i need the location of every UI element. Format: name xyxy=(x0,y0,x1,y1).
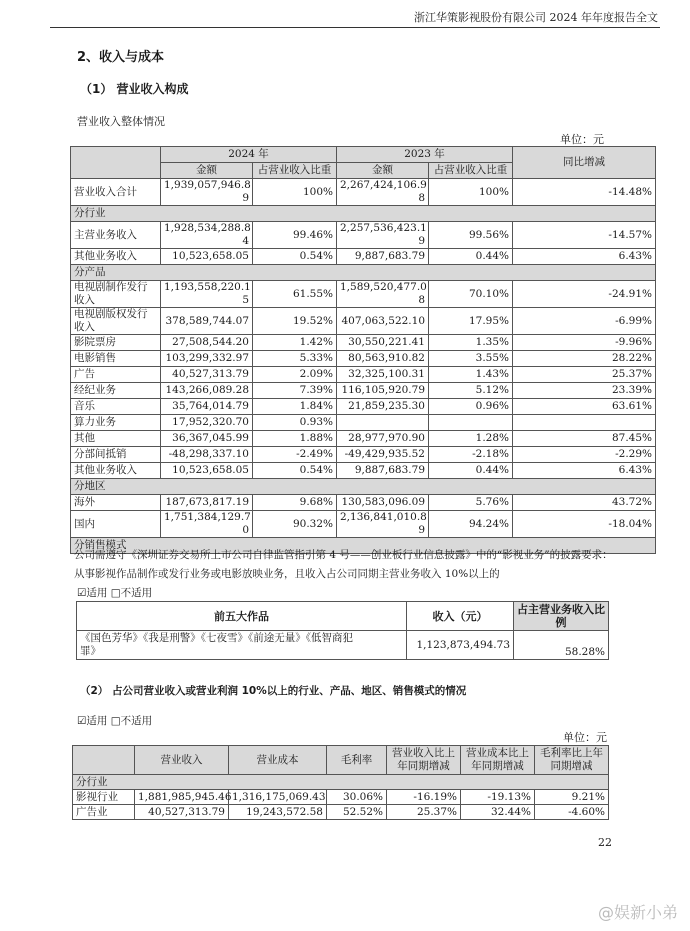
header-ratio: 占主营业务收入比 例 xyxy=(514,602,609,631)
yoy-change: 87.45% xyxy=(513,431,656,447)
table-row xyxy=(71,511,656,538)
column-header: 毛利率 xyxy=(327,746,387,775)
ratio-2023: 100% xyxy=(429,179,513,206)
row-label: 国内 xyxy=(71,511,161,538)
ratio-2024: 7.39% xyxy=(253,383,337,399)
amount-2023: 116,105,920.79 xyxy=(337,383,429,399)
amount-2024: 378,589,744.07 xyxy=(161,308,253,335)
disclosure-line-1: 公司需遵守《深圳证券交易所上市公司自律监管指引第 4 号——创业板行业信息披露》中的“影视业务”的披露要求： xyxy=(74,549,613,561)
ratio-2023: 99.56% xyxy=(429,222,513,249)
header-amount-2023: 金额 xyxy=(337,163,429,179)
cell-value: 1,316,175,069.43 xyxy=(229,790,327,805)
group-label: 分地区 xyxy=(71,479,656,495)
ratio-2023: 70.10% xyxy=(429,281,513,308)
row-label: 广告 xyxy=(71,367,161,383)
amount-2024: 1,751,384,129.7 0 xyxy=(161,511,253,538)
ratio-2023: 0.44% xyxy=(429,249,513,265)
table-row xyxy=(73,790,609,805)
column-header: 营业成本 xyxy=(229,746,327,775)
ratio-2023: -2.18% xyxy=(429,447,513,463)
industry-table-body xyxy=(73,775,609,820)
header-ratio-2024: 占营业收入比重 xyxy=(253,163,337,179)
group-label: 分行业 xyxy=(71,206,656,222)
table-row xyxy=(71,463,656,479)
group-row xyxy=(71,206,656,222)
row-label: 其他业务收入 xyxy=(71,249,161,265)
header-ratio-2023: 占营业收入比重 xyxy=(429,163,513,179)
amount-2023: 1,589,520,477.0 8 xyxy=(337,281,429,308)
cell-value: 32.44% xyxy=(461,805,535,820)
header-top-five-works: 前五大作品 xyxy=(77,602,407,631)
table-row xyxy=(71,447,656,463)
amount-2024: 17,952,320.70 xyxy=(161,415,253,431)
column-header: 毛利率比上年 同期增减 xyxy=(535,746,609,775)
yoy-change: -18.04% xyxy=(513,511,656,538)
ratio-2024: 0.93% xyxy=(253,415,337,431)
cell-value: 9.21% xyxy=(535,790,609,805)
group-label: 分行业 xyxy=(73,775,609,790)
table-caption: 营业收入整体情况 xyxy=(77,115,165,128)
header-year-2024: 2024 年 xyxy=(161,147,337,163)
row-label: 经纪业务 xyxy=(71,383,161,399)
table-row xyxy=(71,335,656,351)
disclosure-line-2: 从事影视作品制作或发行业务或电影放映业务，且收入占公司同期主营业务收入 10%以上的 xyxy=(74,568,500,580)
row-label: 影视行业 xyxy=(73,790,135,805)
ratio-2023: 0.96% xyxy=(429,399,513,415)
group-label: 分产品 xyxy=(71,265,656,281)
top-five-works-table xyxy=(76,601,609,660)
amount-2023: 2,136,841,010.8 9 xyxy=(337,511,429,538)
table-row xyxy=(71,399,656,415)
row-label: 主营业务收入 xyxy=(71,222,161,249)
header-year-2023: 2023 年 xyxy=(337,147,513,163)
ratio-2024: 1.84% xyxy=(253,399,337,415)
unit-label-2: 单位：元 xyxy=(563,731,607,744)
watermark: @娱新小弟 xyxy=(597,903,678,922)
row-label: 电影销售 xyxy=(71,351,161,367)
amount-2024: 10,523,658.05 xyxy=(161,463,253,479)
ratio-2024: 99.46% xyxy=(253,222,337,249)
ratio-2024: 0.54% xyxy=(253,463,337,479)
section-title: 2、收入与成本 xyxy=(77,50,165,65)
cell-value: 19,243,572.58 xyxy=(229,805,327,820)
group-row xyxy=(71,479,656,495)
yoy-change: 28.22% xyxy=(513,351,656,367)
row-label: 海外 xyxy=(71,495,161,511)
row-label: 音乐 xyxy=(71,399,161,415)
unit-label: 单位：元 xyxy=(560,133,604,146)
table-row xyxy=(71,179,656,206)
group-row xyxy=(73,775,609,790)
header-yoy: 同比增减 xyxy=(513,147,656,179)
yoy-change: -9.96% xyxy=(513,335,656,351)
ratio-2023: 17.95% xyxy=(429,308,513,335)
yoy-change: 6.43% xyxy=(513,463,656,479)
amount-2023: 407,063,522.10 xyxy=(337,308,429,335)
amount-2024: 1,928,534,288.8 4 xyxy=(161,222,253,249)
ratio-2023: 1.35% xyxy=(429,335,513,351)
amount-2023: 9,887,683.79 xyxy=(337,463,429,479)
table-row xyxy=(71,351,656,367)
table-row xyxy=(71,383,656,399)
ratio-2024: 5.33% xyxy=(253,351,337,367)
ratio-2024: 19.52% xyxy=(253,308,337,335)
amount-2023 xyxy=(337,415,429,431)
cell-value: 30.06% xyxy=(327,790,387,805)
works-list: 《国色芳华》《我是刑警》《七夜雪》《前途无量》《低智商犯 罪》 xyxy=(77,631,407,660)
header-amount-2024: 金额 xyxy=(161,163,253,179)
table-row xyxy=(71,222,656,249)
amount-2023: 28,977,970.90 xyxy=(337,431,429,447)
table-row xyxy=(71,431,656,447)
ratio-2023 xyxy=(429,415,513,431)
cell-value: -19.13% xyxy=(461,790,535,805)
ratio-2024: 9.68% xyxy=(253,495,337,511)
ratio-2024: 0.54% xyxy=(253,249,337,265)
amount-2024: 143,266,089.28 xyxy=(161,383,253,399)
row-label: 其他业务收入 xyxy=(71,463,161,479)
row-label: 营业收入合计 xyxy=(71,179,161,206)
amount-2024: -48,298,337.10 xyxy=(161,447,253,463)
table-row xyxy=(71,281,656,308)
ratio-2024: 61.55% xyxy=(253,281,337,308)
yoy-change xyxy=(513,415,656,431)
table-row xyxy=(71,495,656,511)
report-header: 浙江华策影视股份有限公司 2024 年年度报告全文 xyxy=(414,11,658,24)
row-label: 分部间抵销 xyxy=(71,447,161,463)
cell-value: 1,881,985,945.46 xyxy=(135,790,229,805)
table-row xyxy=(71,308,656,335)
column-header: 营业成本比上 年同期增减 xyxy=(461,746,535,775)
column-header: 营业收入 xyxy=(135,746,229,775)
subsection-title: （1） 营业收入构成 xyxy=(80,82,189,96)
amount-2023: 80,563,910.82 xyxy=(337,351,429,367)
industry-table-header xyxy=(73,746,609,775)
header-revenue: 收入（元） xyxy=(407,602,514,631)
revenue-composition-table xyxy=(70,146,656,554)
ratio-2024: 1.42% xyxy=(253,335,337,351)
yoy-change: 63.61% xyxy=(513,399,656,415)
row-label: 广告业 xyxy=(73,805,135,820)
group-label: 分销售模式 xyxy=(71,538,656,554)
row-label: 电视剧制作发行 收入 xyxy=(71,281,161,308)
amount-2024: 10,523,658.05 xyxy=(161,249,253,265)
works-revenue: 1,123,873,494.73 xyxy=(407,631,514,660)
page-number: 22 xyxy=(598,836,612,849)
amount-2023: 2,257,536,423.1 9 xyxy=(337,222,429,249)
yoy-change: -14.48% xyxy=(513,179,656,206)
table-row xyxy=(71,367,656,383)
amount-2024: 27,508,544.20 xyxy=(161,335,253,351)
amount-2024: 40,527,313.79 xyxy=(161,367,253,383)
amount-2024: 1,939,057,946.8 9 xyxy=(161,179,253,206)
row-label: 影院票房 xyxy=(71,335,161,351)
amount-2023: 130,583,096.09 xyxy=(337,495,429,511)
ratio-2024: 100% xyxy=(253,179,337,206)
ratio-2023: 1.28% xyxy=(429,431,513,447)
cell-value: -16.19% xyxy=(387,790,461,805)
ratio-2023: 3.55% xyxy=(429,351,513,367)
cell-value: -4.60% xyxy=(535,805,609,820)
amount-2023: 2,267,424,106.9 8 xyxy=(337,179,429,206)
amount-2023: 30,550,221.41 xyxy=(337,335,429,351)
ratio-2023: 5.76% xyxy=(429,495,513,511)
amount-2024: 36,367,045.99 xyxy=(161,431,253,447)
applicable-checkbox-2: ☑适用 □不适用 xyxy=(77,715,153,727)
ratio-2023: 1.43% xyxy=(429,367,513,383)
column-header xyxy=(73,746,135,775)
table-row xyxy=(73,805,609,820)
amount-2024: 187,673,817.19 xyxy=(161,495,253,511)
header-empty xyxy=(71,147,161,179)
section2-title: （2） 占公司营业收入或营业利润 10%以上的行业、产品、地区、销售模式的情况 xyxy=(80,685,467,697)
amount-2023: 9,887,683.79 xyxy=(337,249,429,265)
row-label: 算力业务 xyxy=(71,415,161,431)
amount-2023: 21,859,235.30 xyxy=(337,399,429,415)
group-row xyxy=(71,265,656,281)
ratio-2024: -2.49% xyxy=(253,447,337,463)
works-ratio: 58.28% xyxy=(514,631,609,660)
cell-value: 25.37% xyxy=(387,805,461,820)
amount-2023: 32,325,100.31 xyxy=(337,367,429,383)
yoy-change: 43.72% xyxy=(513,495,656,511)
table-row xyxy=(71,249,656,265)
industry-breakdown-table xyxy=(72,745,609,820)
yoy-change: 23.39% xyxy=(513,383,656,399)
yoy-change: -14.57% xyxy=(513,222,656,249)
ratio-2023: 94.24% xyxy=(429,511,513,538)
ratio-2024: 2.09% xyxy=(253,367,337,383)
ratio-2024: 1.88% xyxy=(253,431,337,447)
yoy-change: -24.91% xyxy=(513,281,656,308)
ratio-2023: 5.12% xyxy=(429,383,513,399)
yoy-change: 6.43% xyxy=(513,249,656,265)
amount-2024: 103,299,332.97 xyxy=(161,351,253,367)
applicable-checkbox-1: ☑适用 □不适用 xyxy=(77,587,153,599)
row-label: 其他 xyxy=(71,431,161,447)
yoy-change: -6.99% xyxy=(513,308,656,335)
column-header: 营业收入比上 年同期增减 xyxy=(387,746,461,775)
row-label: 电视剧版权发行 收入 xyxy=(71,308,161,335)
yoy-change: 25.37% xyxy=(513,367,656,383)
table-row xyxy=(71,415,656,431)
header-rule xyxy=(50,27,660,28)
amount-2024: 35,764,014.79 xyxy=(161,399,253,415)
cell-value: 40,527,313.79 xyxy=(135,805,229,820)
ratio-2023: 0.44% xyxy=(429,463,513,479)
amount-2023: -49,429,935.52 xyxy=(337,447,429,463)
ratio-2024: 90.32% xyxy=(253,511,337,538)
amount-2024: 1,193,558,220.1 5 xyxy=(161,281,253,308)
revenue-table-body xyxy=(71,179,656,554)
cell-value: 52.52% xyxy=(327,805,387,820)
yoy-change: -2.29% xyxy=(513,447,656,463)
